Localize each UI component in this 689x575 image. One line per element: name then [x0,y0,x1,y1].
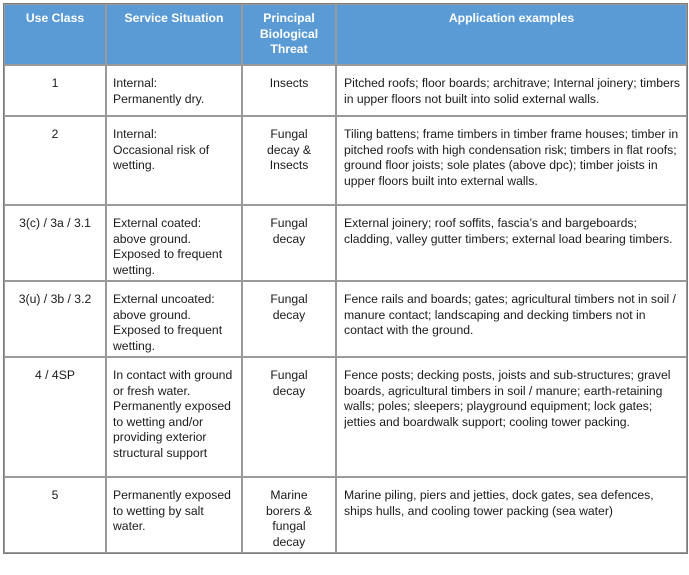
examples-cell: Marine piling, piers and jetties, dock gates, sea defences, ships hulls, and cooling tower packing (sea water) [344,488,654,518]
service-situation-cell: External uncoated: above ground. Exposed to frequent wetting. [113,292,223,353]
examples-cell: Tiling battens; frame timbers in timber frame houses; timber in pitched roofs with high condensation risk; timbers in flat roofs; ground floor joists; sole plates (above dpc); timber joists in upper floors built into external walls. [344,127,679,188]
threat-cell: Fungal decay [270,292,308,322]
header-principal-biological-threat: Principal Biological Threat [242,4,336,65]
table-row [4,477,687,553]
table-row [4,205,687,281]
use-class-cell: 4 / 4SP [35,368,75,382]
table-row [4,357,687,477]
header-use-class: Use Class [4,4,106,65]
use-class-cell: 5 [51,488,59,502]
threat-cell: Marine borers & fungal decay [265,488,313,549]
table-row [4,65,687,116]
service-situation-cell: Internal: Permanently dry. [113,76,205,106]
use-class-cell: 2 [51,127,59,141]
service-situation-cell: Permanently exposed to wetting by salt water. [113,488,231,533]
header-application-examples: Application examples [336,4,687,65]
threat-cell: Fungal decay [270,216,308,246]
use-class-cell: 3(u) / 3b / 3.2 [18,292,92,306]
examples-cell: Fence posts; decking posts, joists and sub-structures; gravel boards, agricultural timbers in soil / manure; earth-retaining walls; poles; sleepers; playground equipment; lock gates; jetties and boardwalk support; cooling tower packing. [344,368,671,429]
header-service-situation: Service Situation [106,4,242,65]
service-situation-cell: In contact with ground or fresh water. Permanently exposed to wetting and/or providing exterior structural support [113,368,233,460]
examples-cell: External joinery; roof soffits, fascia’s and bargeboards; cladding, valley gutter timbers; external load bearing timbers. [344,216,673,246]
threat-cell: Fungal decay [270,368,308,398]
threat-cell: Fungal decay & Insects [266,127,312,172]
use-class-cell: 1 [51,76,59,90]
examples-cell: Fence rails and boards; gates; agricultural timbers not in soil / manure contact; landscaping and decking timbers not in contact with the ground. [344,292,676,337]
examples-cell: Pitched roofs; floor boards; architrave; Internal joinery; timbers in upper floors not built into solid external walls. [344,76,680,106]
header-row [4,4,687,65]
use-class-table [3,3,688,554]
threat-cell: Insects [269,76,309,90]
service-situation-cell: External coated: above ground. Exposed to frequent wetting. [113,216,223,277]
service-situation-cell: Internal: Occasional risk of wetting. [113,127,210,172]
use-class-cell: 3(c) / 3a / 3.1 [19,216,91,230]
table-row [4,116,687,205]
table-row [4,281,687,357]
